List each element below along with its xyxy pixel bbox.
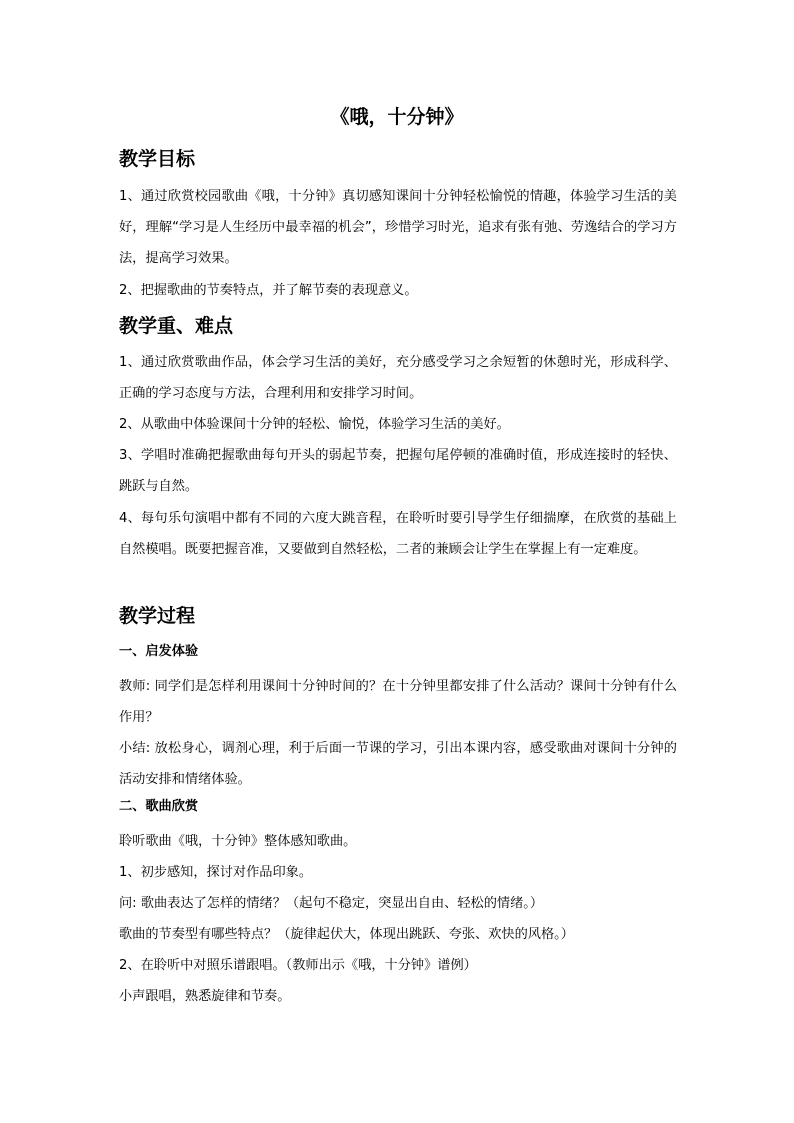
warmup-paragraph-1: 教师: 同学们是怎样利用课间十分钟时间的？在十分钟里都安排了什么活动？课间十分钟有什么作用？: [119, 679, 677, 725]
subsection-heading-warmup: 一、启发体验: [119, 644, 199, 659]
warmup-paragraph-2: 小结: 放松身心，调剂心理，利于后面一节课的学习，引出本课内容，感受歌曲对课间十分钟的活动安排和情绪体验。: [119, 741, 677, 787]
appreciation-paragraph-3: 问: 歌曲表达了怎样的情绪？（起句不稳定，突显出自由、轻松的情绪。）: [119, 896, 544, 911]
key-point-paragraph-2: 2、从歌曲中体验课间十分钟的轻松、愉悦，体验学习生活的美好。: [119, 417, 510, 432]
section-heading-key-points: 教学重、难点: [119, 315, 234, 337]
subsection-heading-appreciation: 二、歌曲欣赏: [119, 799, 199, 814]
key-point-paragraph-4: 4、每句乐句演唱中都有不同的六度大跳音程，在聆听时要引导学生仔细揣摩，在欣赏的基础上自然模唱。既要把握音准，又要做到自然轻松，二者的兼顾会让学生在掌握上有一定难度。: [119, 511, 677, 557]
section-heading-process: 教学过程: [119, 605, 196, 627]
appreciation-paragraph-2: 1、初步感知，探讨对作品印象。: [119, 865, 313, 880]
appreciation-paragraph-4: 歌曲的节奏型有哪些特点？（旋律起伏大，体现出跳跃、夸张、欢快的风格。）: [119, 927, 574, 942]
appreciation-paragraph-5: 2、在聆听中对照乐谱跟唱。（教师出示《哦，十分钟》谱例）: [119, 958, 477, 973]
document-title: 《哦，十分钟》: [330, 106, 464, 128]
section-heading-objectives: 教学目标: [119, 148, 196, 170]
appreciation-paragraph-1: 聆听歌曲《哦，十分钟》整体感知歌曲。: [119, 834, 357, 849]
key-point-paragraph-3: 3、学唱时准确把握歌曲每句开头的弱起节奏，把握句尾停顿的准确时值，形成连接时的轻快、跳跃与自然。: [119, 448, 677, 494]
objective-paragraph-1: 1、通过欣赏校园歌曲《哦，十分钟》真切感知课间十分钟轻松愉悦的情趣，体验学习生活的美好，理解“学习是人生经历中最幸福的机会”，珍惜学习时光，追求有张有弛、劳逸结合的学习方法，提高学习效果。: [119, 189, 677, 266]
appreciation-paragraph-6: 小声跟唱，熟悉旋律和节奏。: [119, 989, 291, 1004]
objective-paragraph-2: 2、把握歌曲的节奏特点，并了解节奏的表现意义。: [119, 283, 418, 298]
key-point-paragraph-1: 1、通过欣赏歌曲作品，体会学习生活的美好，充分感受学习之余短暂的休憩时光，形成科学、正确的学习态度与方法，合理利用和安排学习时间。: [119, 355, 677, 401]
